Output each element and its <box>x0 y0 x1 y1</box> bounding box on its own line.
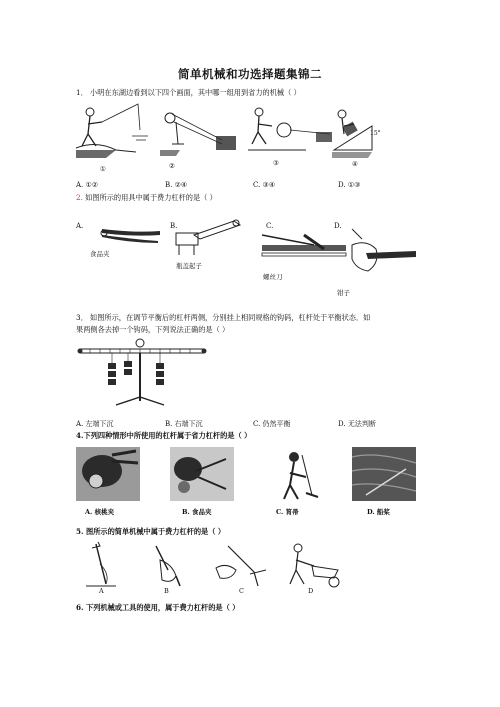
page-title: 简单机械和功选择题集锦二 <box>178 67 322 81</box>
q2-caption-a: 食品夹 <box>90 250 110 258</box>
crowbar-figure <box>86 542 116 586</box>
pulley-figure <box>160 113 236 156</box>
question-2-figures <box>76 215 416 295</box>
question-1-text: 1． 小明在东湖边看到以下四个画面，其中哪一组用到省力的机械（ ） <box>76 88 301 97</box>
nutcracker-photo <box>76 447 140 501</box>
q4-caption-b: B. 食品夹 <box>182 508 212 516</box>
q3-option-b: B. 右端下沉 <box>165 420 203 428</box>
q4-caption-d: D. 船桨 <box>367 508 390 516</box>
food-tongs-photo <box>170 447 234 501</box>
question-3-line-1: 3． 如图所示，在调节平衡后的杠杆两侧，分别挂上相同规格的钩码，杠杆处于平衡状态．如 <box>76 313 371 322</box>
fishing-figure <box>76 104 148 158</box>
capstan-figure <box>248 108 332 150</box>
q1-option-a: A. ①② <box>76 181 99 189</box>
question-2-text: 如图所示的用具中属于费力杠杆的是（ ） <box>85 193 217 202</box>
question-6-text: 6. 下列机械或工具的使用，属于费力杠杆的是（ ） <box>76 603 240 612</box>
question-4-text: 4.下列四种情形中所使用的杠杆属于省力杠杆的是（ ） <box>76 431 252 440</box>
screwdriver-figure <box>262 235 346 256</box>
pliers-figure <box>352 229 416 271</box>
q2-caption-c: 螺丝刀 <box>263 273 283 281</box>
q3-option-a: A. 左端下沉 <box>76 420 114 428</box>
q2-letter-a: A. <box>76 222 84 230</box>
q1-option-c: C. ③④ <box>253 181 276 189</box>
rowing-photo <box>352 447 416 501</box>
question-5-text: 5. 图所示的简单机械中属于费力杠杆的是（ ） <box>76 527 226 536</box>
q5-letter-a: A <box>99 587 104 595</box>
q2-caption-b: 瓶盖起子 <box>176 262 202 270</box>
question-1-figures <box>76 100 376 172</box>
q5-letter-c: C <box>239 587 244 595</box>
q1-option-d: D. ①③ <box>338 181 361 189</box>
question-4-figures <box>76 447 416 521</box>
q3-option-c: C. 仍然平衡 <box>253 420 291 428</box>
question-3-line-2: 果两侧各去掉一个钩码，下列说法正确的是（ ） <box>76 325 230 334</box>
q2-letter-d: D. <box>334 222 342 230</box>
broom-photo <box>268 447 328 501</box>
angle-label: 15° <box>370 130 381 137</box>
question-2-number: 2. <box>76 193 83 202</box>
fig-label-1: ① <box>100 165 106 173</box>
cutter-figure <box>216 546 266 586</box>
q5-letter-d: D <box>308 587 314 595</box>
fig-label-2: ② <box>169 162 175 170</box>
q5-letter-b: B <box>164 587 169 595</box>
tongs-figure <box>101 229 160 243</box>
q2-letter-c: C. <box>266 222 274 230</box>
bottle-opener-figure <box>176 220 240 255</box>
fig-label-4: ④ <box>352 160 358 168</box>
q2-letter-b: B. <box>170 222 178 230</box>
q2-caption-d: 钳子 <box>337 289 350 297</box>
question-5-figures <box>76 540 346 596</box>
fig-label-3: ③ <box>273 159 279 167</box>
q4-caption-a: A. 核桃夹 <box>85 508 115 516</box>
q1-option-b: B. ②④ <box>165 181 188 189</box>
wheelbarrow-figure <box>290 544 339 587</box>
lever-figure <box>76 335 216 413</box>
hand-tool-figure <box>156 546 180 586</box>
ramp-figure <box>332 110 372 158</box>
q3-option-d: D. 无法判断 <box>338 420 376 428</box>
q4-caption-c: C. 筲帚 <box>276 508 299 516</box>
